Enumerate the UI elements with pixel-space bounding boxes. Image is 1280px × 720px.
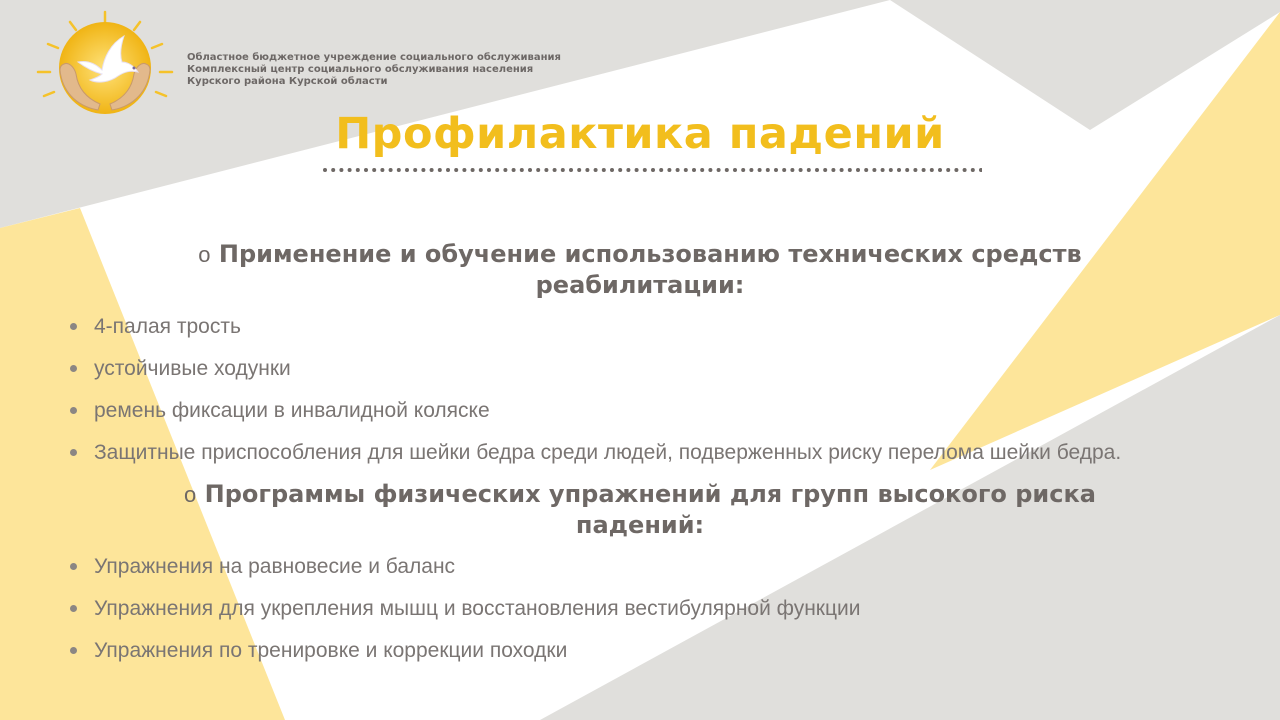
divider-dot <box>397 168 401 172</box>
bullet-icon <box>70 605 77 612</box>
bullet-icon <box>70 449 77 456</box>
list-item <box>70 390 1121 432</box>
divider-dot <box>389 168 393 172</box>
divider-dot <box>462 168 466 172</box>
divider-dot <box>684 168 688 172</box>
divider-dot <box>872 168 876 172</box>
divider-dot <box>520 168 524 172</box>
divider-dot <box>733 168 737 172</box>
divider-dot <box>922 168 926 172</box>
circle-bullet-icon: o <box>184 482 197 507</box>
divider-dot <box>881 168 885 172</box>
list-item <box>70 546 860 588</box>
divider-dot <box>380 168 384 172</box>
list-item-text: Упражнения по тренировке и коррекции походки <box>94 639 568 662</box>
divider-dot <box>708 168 712 172</box>
divider-dot <box>331 168 335 172</box>
section-heading <box>120 479 1160 540</box>
circle-bullet-icon: o <box>198 242 211 267</box>
divider-dot <box>487 168 491 172</box>
list-item <box>70 588 860 630</box>
divider-dot <box>864 168 868 172</box>
divider-dot <box>971 168 975 172</box>
divider-dot <box>594 168 598 172</box>
divider-dot <box>774 168 778 172</box>
divider-dot <box>930 168 934 172</box>
divider-dot <box>323 168 327 172</box>
divider-dot <box>913 168 917 172</box>
divider-dot <box>725 168 729 172</box>
divider-dot <box>339 168 343 172</box>
divider-dot <box>848 168 852 172</box>
divider-dot <box>372 168 376 172</box>
divider-dot <box>831 168 835 172</box>
divider-dot <box>823 168 827 172</box>
divider-dot <box>790 168 794 172</box>
divider-dot <box>700 168 704 172</box>
organization-name <box>187 52 561 88</box>
divider-dot <box>446 168 450 172</box>
divider-dot <box>495 168 499 172</box>
section-list <box>70 546 860 672</box>
bullet-icon <box>70 563 77 570</box>
list-item-text: 4-палая трость <box>94 315 241 338</box>
divider-dot <box>651 168 655 172</box>
divider-dot <box>577 168 581 172</box>
divider-dot <box>766 168 770 172</box>
divider-dot <box>905 168 909 172</box>
bullet-icon <box>70 323 77 330</box>
organization-line: Комплексный центр социального обслуживания населения <box>187 64 534 75</box>
divider-dot <box>479 168 483 172</box>
divider-dot <box>356 168 360 172</box>
divider-dot <box>692 168 696 172</box>
list-item-text: Упражнения для укрепления мышц и восстановления вестибулярной функции <box>94 597 861 620</box>
list-item-text: Защитные приспособления для шейки бедра среди людей, подверженных риску перелома шейки бедра. <box>94 441 1122 464</box>
divider-dot <box>782 168 786 172</box>
divider-dot <box>676 168 680 172</box>
divider-dot <box>758 168 762 172</box>
title-dotted-divider <box>322 166 982 174</box>
list-item-text: Упражнения на равновесие и баланс <box>94 555 456 578</box>
divider-dot <box>561 168 565 172</box>
divider-dot <box>659 168 663 172</box>
divider-dot <box>405 168 409 172</box>
divider-dot <box>348 168 352 172</box>
divider-dot <box>954 168 958 172</box>
organization-line: Областное бюджетное учреждение социального обслуживания <box>187 52 561 63</box>
divider-dot <box>807 168 811 172</box>
divider-dot <box>553 168 557 172</box>
list-item <box>70 630 860 672</box>
divider-dot <box>749 168 753 172</box>
section-heading-text: Программы физических упражнений для групп высокого риска падений: <box>204 480 1096 539</box>
divider-dot <box>963 168 967 172</box>
divider-dot <box>413 168 417 172</box>
divider-dot <box>454 168 458 172</box>
divider-dot <box>815 168 819 172</box>
divider-dot <box>799 168 803 172</box>
divider-dot <box>602 168 606 172</box>
divider-dot <box>569 168 573 172</box>
divider-dot <box>503 168 507 172</box>
list-item-text: устойчивые ходунки <box>94 357 291 380</box>
divider-dot <box>536 168 540 172</box>
slide-title: Профилактика падений <box>335 109 945 159</box>
divider-dot <box>946 168 950 172</box>
divider-dot <box>840 168 844 172</box>
divider-dot <box>512 168 516 172</box>
divider-dot <box>528 168 532 172</box>
bullet-icon <box>70 365 77 372</box>
divider-dot <box>585 168 589 172</box>
bullet-icon <box>70 647 77 654</box>
divider-dot <box>610 168 614 172</box>
divider-dot <box>635 168 639 172</box>
list-item <box>70 348 1121 390</box>
list-item <box>70 306 1121 348</box>
divider-dot <box>938 168 942 172</box>
divider-dot <box>430 168 434 172</box>
section-heading <box>120 239 1160 300</box>
divider-dot <box>471 168 475 172</box>
section-list <box>70 306 1121 474</box>
organization-line: Курского района Курской области <box>187 76 388 87</box>
divider-dot <box>643 168 647 172</box>
divider-dot <box>979 168 982 172</box>
divider-dot <box>667 168 671 172</box>
divider-dot <box>544 168 548 172</box>
divider-dot <box>889 168 893 172</box>
divider-dot <box>421 168 425 172</box>
divider-dot <box>741 168 745 172</box>
divider-dot <box>364 168 368 172</box>
divider-dot <box>897 168 901 172</box>
divider-dot <box>856 168 860 172</box>
divider-dot <box>626 168 630 172</box>
divider-dot <box>618 168 622 172</box>
list-item <box>70 432 1121 474</box>
divider-dot <box>438 168 442 172</box>
bullet-icon <box>70 407 77 414</box>
divider-dot <box>717 168 721 172</box>
list-item-text: ремень фиксации в инвалидной коляске <box>94 399 490 422</box>
section-heading-text: Применение и обучение использованию технических средств реабилитации: <box>218 240 1082 299</box>
